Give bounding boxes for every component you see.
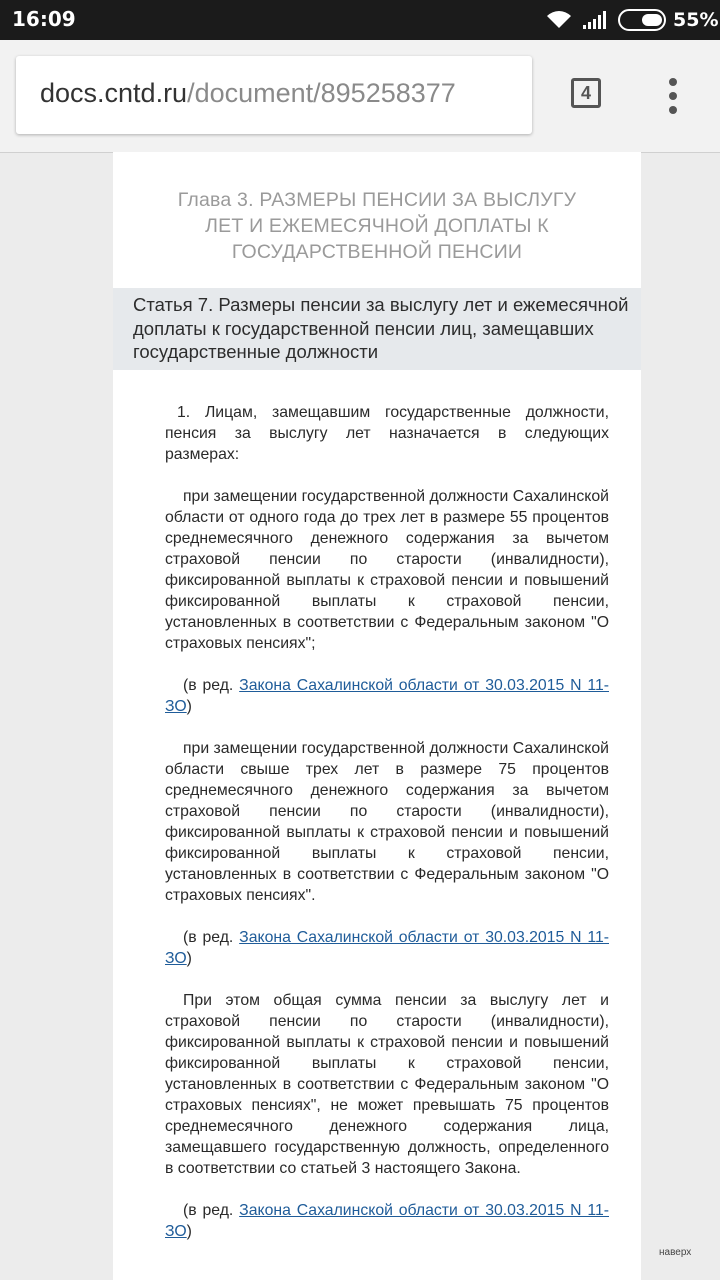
amendment-suffix: )	[186, 698, 192, 715]
browser-toolbar	[0, 40, 720, 153]
paragraph: при замещении государственной должности Сахалинской области от одного года до трех лет в размере 55 процентов среднемесячного денежного содержания за вычетом страховой пенсии по старости (инвалидности), фиксированной выплаты к страховой пенсии и повышений фиксированной выплаты к страховой пенсии, установленных в соответствии с Федеральным законом "О страховых пенсиях";	[165, 488, 609, 652]
url-path: /document/895258377	[187, 78, 456, 108]
status-time: 16:09	[12, 7, 76, 31]
article-title: Статья 7. Размеры пенсии за выслугу лет и ежемесячной доплаты к государственной пенсии лиц, замещавших государственные должности	[133, 294, 629, 362]
battery-percent: 55%	[673, 9, 719, 31]
address-bar[interactable]	[16, 56, 532, 134]
battery-icon	[618, 9, 668, 31]
chapter-title-line: Глава 3. РАЗМЕРЫ ПЕНСИИ ЗА ВЫСЛУГУ	[177, 189, 577, 211]
paragraph: при замещении государственной должности Сахалинской области свыше трех лет в размере 75 процентов среднемесячного денежного содержания за вычетом страховой пенсии по старости (инвалидности), фиксированной выплаты к страховой пенсии и повышений фиксированной выплаты к страховой пенсии, установленных в соответствии с Федеральным законом "О страховых пенсиях".	[165, 740, 609, 904]
chapter-title-line: ГОСУДАРСТВЕННОЙ ПЕНСИИ	[231, 241, 523, 263]
wifi-icon	[545, 10, 573, 30]
article-header	[113, 288, 641, 370]
chapter-title	[143, 187, 611, 265]
amendment-ref	[165, 675, 609, 717]
article-body	[165, 402, 609, 1242]
signal-icon	[583, 10, 609, 30]
amendment-suffix: )	[186, 950, 192, 967]
amendment-prefix: (в ред.	[183, 1202, 240, 1219]
amendment-prefix: (в ред.	[183, 677, 240, 694]
amendment-prefix: (в ред.	[183, 929, 240, 946]
status-bar	[0, 0, 720, 40]
document-page	[113, 152, 641, 1280]
law-link[interactable]: Закона Сахалинской области от 30.03.2015 N 11-ЗО	[165, 1202, 609, 1240]
law-link[interactable]: Закона Сахалинской области от 30.03.2015 N 11-ЗО	[165, 677, 609, 715]
amendment-ref	[165, 927, 609, 969]
amendment-suffix: )	[186, 1223, 192, 1240]
url-text[interactable]	[40, 78, 456, 109]
paragraph: 1. Лицам, замещавшим государственные должности, пенсия за выслугу лет назначается в следующих размерах:	[165, 404, 609, 463]
chapter-title-line: ЛЕТ И ЕЖЕМЕСЯЧНОЙ ДОПЛАТЫ К	[205, 215, 549, 237]
tab-switcher-button[interactable]: 4	[571, 78, 601, 108]
more-vert-icon[interactable]	[664, 78, 684, 114]
scroll-to-top-link[interactable]: наверх	[659, 1247, 692, 1258]
amendment-ref	[165, 1200, 609, 1242]
url-host: docs.cntd.ru	[40, 78, 188, 108]
paragraph: При этом общая сумма пенсии за выслугу лет и страховой пенсии по старости (инвалидности), фиксированной выплаты к страховой пенсии и повышений фиксированной выплаты к страховой пенсии, установленных в соответствии с Федеральным законом "О страховых пенсиях", не может превышать 75 процентов среднемесячного денежного содержания лица, замещавшего государственную должность, определенного в соответствии со статьей 3 настоящего Закона.	[165, 992, 609, 1177]
law-link[interactable]: Закона Сахалинской области от 30.03.2015 N 11-ЗО	[165, 929, 609, 967]
